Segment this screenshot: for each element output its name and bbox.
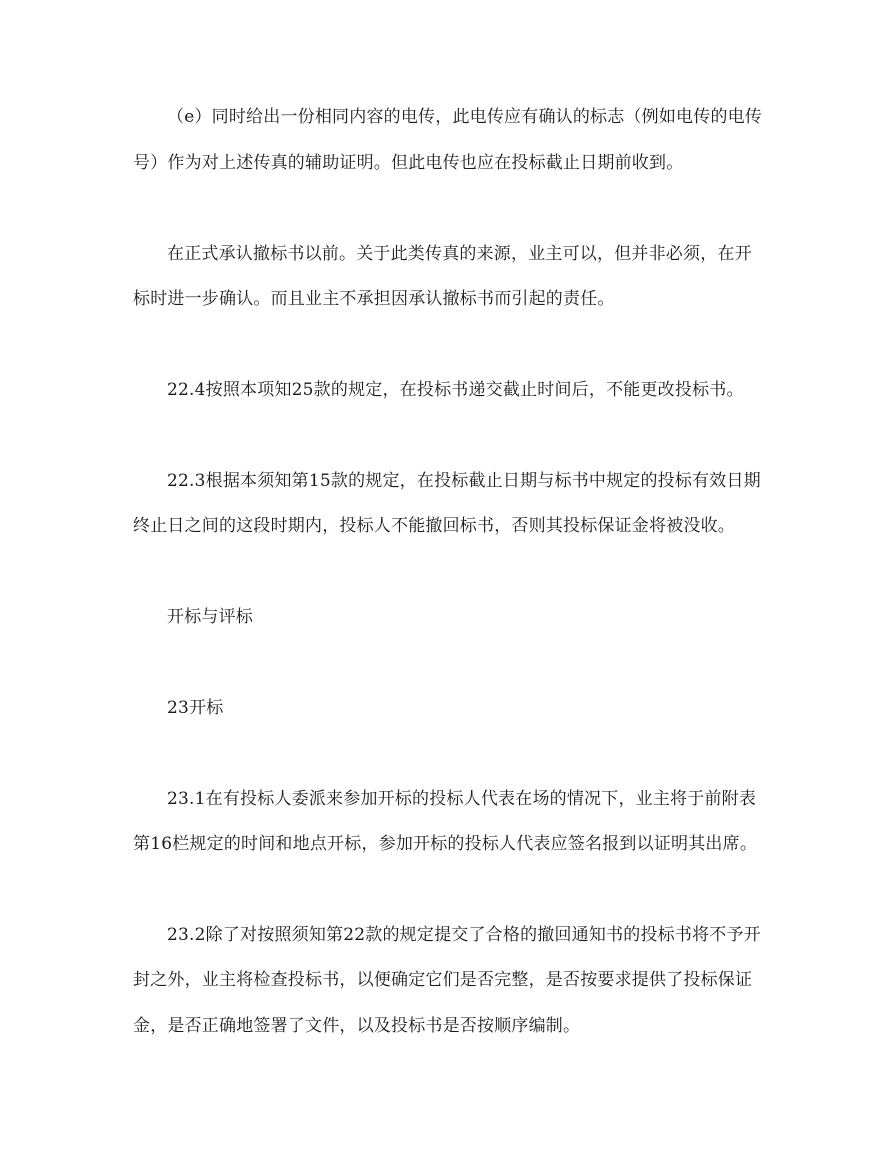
paragraph-line: 23.1在有投标人委派来参加开标的投标人代表在场的情况下，业主将于前附表 [167,789,757,809]
paragraph-line: 终止日之间的这段时期内，投标人不能撤回标书，否则其投标保证金将被没收。 [133,516,735,536]
paragraph-line: （e）同时给出一份相同内容的电传，此电传应有确认的标志（例如电传的电传 [167,107,763,127]
paragraph-line: 金，是否正确地签署了文件，以及投标书是否按顺序编制。 [133,1016,581,1036]
subsection-heading: 23开标 [167,698,224,718]
paragraph-line: 封之外，业主将检查投标书，以便确定它们是否完整，是否按要求提供了投标保证 [133,970,753,990]
paragraph-line: 在正式承认撤标书以前。关于此类传真的来源，业主可以，但并非必须，在开 [167,244,752,264]
section-heading: 开标与评标 [167,607,253,627]
paragraph-line: 第16栏规定的时间和地点开标，参加开标的投标人代表应签名报到以证明其出席。 [133,834,758,854]
paragraph-line: 22.4按照本项知25款的规定，在投标书递交截止时间后，不能更改投标书。 [167,380,744,400]
paragraph-line: 号）作为对上述传真的辅助证明。但此电传也应在投标截止日期前收到。 [133,153,684,173]
paragraph-line: 23.2除了对按照须知第22款的规定提交了合格的撤回通知书的投标书将不予开 [167,925,761,945]
paragraph-line: 标时进一步确认。而且业主不承担因承认撤标书而引起的责任。 [133,289,615,309]
paragraph-line: 22.3根据本须知第15款的规定，在投标截止日期与标书中规定的投标有效日期 [167,471,761,491]
